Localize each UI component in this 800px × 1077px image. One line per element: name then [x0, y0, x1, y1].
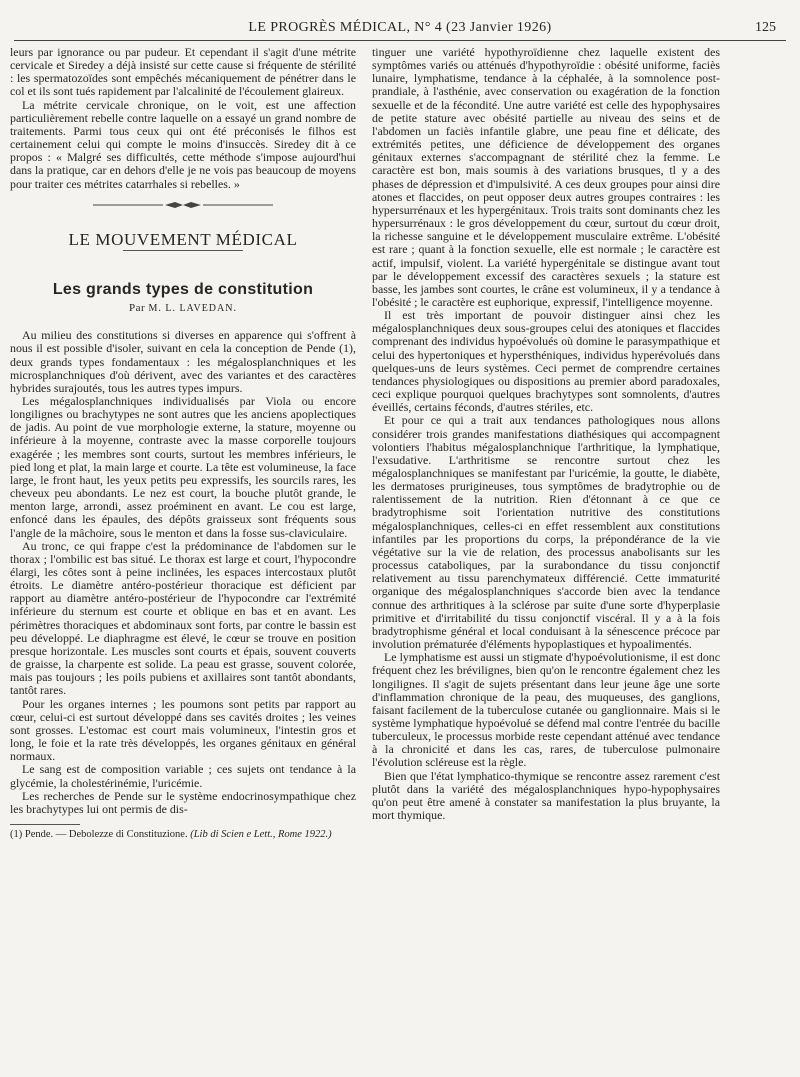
paragraph: La métrite cervicale chronique, on le voit, est une affection particulièrement rebelle contre laquelle on a essayé un grand nombre de traitements. Parmi tous ceux qui ont été préconisés le filhos est certainement celui qui compte le moins d'insuccès. Siredey dit à ce propos : « Malgré ses difficultés, cette méthode s'impose aujourd'hui dans la pratique, car en dehors d'elle je ne vois pas beaucoup de moyens pour traiter ces métrites catarrhales si rebelles. »: [10, 97, 356, 191]
section-heading: LE MOUVEMENT MÉDICAL: [68, 229, 298, 249]
continued-paragraph: leurs par ignorance ou par pudeur. Et cependant il s'agit d'une métrite cervicale et Siredey a déjà insisté sur cette cause si fréquente de stérilité : les spermatozoïdes sont empêchés mécaniquement de pénétrer dans le col et ils sont tués rapidement par l'alcalinité de l'écoulement glaireux.: [10, 45, 356, 99]
footnote-rule: [10, 824, 80, 825]
paragraph: Le lymphatisme est aussi un stigmate d'hypoévolutionisme, il est donc fréquent chez les brévilignes, bien qu'on le rencontre également chez les longilignes. Il s'agit de sujets présentant dans leur jeune âge une sorte d'inflammation chronique de la peau, des muqueuses, des ganglions, faisant facilement de la tuberculose cutanée ou ganglionnaire. Mais si le système lymphatique hypoévolué se défend mal contre l'entrée du bacille tuberculeux, le processus morbide reste cependant atténué avec tendance à la chronicité et dans les cas, rares, de tuberculose pulmonaire l'évolution scléreuse est la règle.: [372, 650, 720, 770]
paragraph: Le sang est de composition variable ; ces sujets ont tendance à la glycémie, la cholestérinémie, l'uricémie.: [10, 762, 356, 790]
left-column: [10, 46, 356, 841]
page-number: 125: [755, 20, 776, 35]
paragraph: Pour les organes internes ; les poumons sont petits par rapport au cœur, celui-ci est surtout développé dans ses cavités droites ; les veines sont grosses. L'estomac est court mais volumineux, l'intestin gros et long, le foie et la rate très développés, les organes génitaux en général normaux.: [10, 696, 356, 764]
heading-rule: [123, 250, 243, 251]
paragraph: Bien que l'état lymphatico-thymique se rencontre assez rarement c'est plutôt dans la variété des mégalosplanchniques hypo-hypophysaires qu'on peut être amené à constater sa manifestation la plus bruyante, la mort thymique.: [372, 768, 720, 823]
paragraph: Les mégalosplanchniques individualisés par Viola ou encore longilignes ou brachytypes ne sont autres que les anciens apoplectiques de jadis. Au point de vue morphologie externe, la stature, moyenne ou inférieure à la moyenne, contraste avec la masse corporelle toujours exagérée ; les membres sont courts, surtout les membres inférieurs, le pied long et plat, la main large et courte. La tête est volumineuse, la face large, le front haut, les yeux petits peu expressifs, les sourcils rares, les cheveux peu abondants. Le nez est court, la bouche plutôt grande, le menton large, arrondi, assez proéminent en avant. Le cou est large, enfoncé dans les épaules, des dépôts graisseux sont fréquents sous l'angle de la mâchoire, sous le menton et dans la fosse sus-claviculaire.: [10, 393, 356, 540]
paragraph: Au milieu des constitutions si diverses en apparence qui s'offrent à nous il est possible d'isoler, suivant en cela la conception de Pende (1), deux grands types fondamentaux : les mégalosplanchniques et les microsplanchniques d'où dérivent, avec des variantes et des caractères hybrides surajoutés, tous les autres types impurs.: [10, 328, 356, 395]
paragraph: Il est très important de pouvoir distinguer ainsi chez les mégalosplanchniques deux sous-groupes celui des atoniques et flaccides comprenant des individus hypoévolués où domine le parasympathique et celui des hypertoniques et hypersthéniques, individus hyperévolués dans quelques-uns de leurs systèmes. Ceci permet de comprendre certaines tendances physiologiques ou dispositions au premier abord paradoxales, ceci explique pourquoi quelques brachytypes sont somnolents, d'autres éveillés, certains féconds, d'autres stériles, etc.: [372, 308, 720, 415]
footnote-marker: (1) Pende.: [10, 828, 54, 840]
running-header: [14, 20, 786, 41]
journal-title: LE PROGRÈS MÉDICAL, N° 4 (23 Janvier 1926): [248, 20, 552, 35]
article-title: Les grands types de constitution: [52, 280, 314, 298]
right-column: [372, 46, 720, 822]
author-prefix: Par: [129, 302, 146, 315]
paragraph: Et pour ce qui a trait aux tendances pathologiques nous allons considérer trois grandes manifestations diathésiques qui accompagnent volontiers l'habitus mégalosplanchnique l'arthritique, la lymphatique, l'exsudative. L'arthritisme se rencontre surtout chez les mégalosplanchniques se manifestant par l'uricémie, la goutte, le diabète, les dermatoses prurigineuses, tous symptômes de bradytrophie ou de ralentissement de la nutrition. Rien d'étonnant à ce que ce bradytrophisme soit l'orientation nutritive des constitutions mégalosplanchniques, celles-ci en effet ressemblent aux constitutions infantiles par les proportions du corps, la prépondérance de la vie végétative sur la vie de relation, des processus anabolisants sur les processus cataboliques, par la surabondance du tissu conjonctif relativement au tissu parenchymateux différencié. Cette immaturité organique des mégalosplanchniques s'accorde bien avec la tendance connue des arthritiques à la sclérose par suite d'une sorte d'hyperplasie primitive et d'irritabilité du tissu conjonctif viscéral. Il y a à la fois bradytrophisme général et local conduisant à la sénescence précoce par involution prématurée d'éléments hypoplastiques et hypoalimentés.: [372, 413, 720, 652]
paragraph: Les recherches de Pende sur le système endocrinosympathique chez les brachytypes lui ont permis de dis-: [10, 788, 356, 816]
footnote: [10, 829, 356, 841]
continued-paragraph: tinguer une variété hypothyroïdienne chez laquelle existent des symptômes variés ou atténués d'hypothyroïdie : obésité uniforme, faciès lunaire, lymphatisme, tendance à la céphalée, à la somnolence post-prandiale, à l'asthénie, avec conservation ou exagération de la fonction sexuelle et de la fécondité. Une autre variété est celle des hypophysaires de petite stature avec obésité partielle au niveau des seins et de l'abdomen un faciès infantile glabre, une peau fine et délicate, des extrémités petites, une déficience de développement des organes génitaux externes s'accompagnant de stérilité chez la femme. Le caractère est bon, mais soumis à des variations brusques, tl y a des phases de dépression et d'impulsivité. A ces deux groupes pour ainsi dire atones et flaccides, on peut opposer deux autres groupes contraires : les hypersurrénaux et les hypergénitaux. Trois traits sont dominants chez les hypersurrénaux : le gros développement du cœur, surtout du cœur droit, la richesse sanguine et le développement musculaire extrême. L'obésité est rare ; quant à la fonction sexuelle, elle est normale ; le caractère est actif, impulsif, violent. La variété hypergénitale se distingue avant tout par le développement excessif des caractères sexuels ; la stature est basse, les jambes sont courtes, le crâne est volumineux, il y a tendance à l'obésité ; le caractère est euphorique, expressif, l'intelligence moyenne.: [372, 45, 720, 309]
author-line: [10, 302, 356, 315]
footnote-source: (Lib di Scien e Lett., Rome 1922.): [190, 828, 332, 840]
footnote-text: — Debolezze di Constituzione.: [55, 828, 188, 840]
paragraph: Au tronc, ce qui frappe c'est la prédominance de l'abdomen sur le thorax ; l'ombilic est bas situé. Le thorax est large et court, l'hypocondre élargi, les côtes sont à peine inclinées, les espaces intercostaux plutôt étroits. Le diamètre antéro-postérieur thoracique est déficient par rapport au diamètre antéro-postérieur de l'hypocondre car l'extrémité inférieure du sternum est courte et oblique en bas et en avant. Les périmètres thoraciques et abdominaux sont forts, par contre le bassin est peu développé. Le diaphragme est élevé, le cœur se trouve en position presque horizontale. Les muscles sont courts et épais, souvent couverts de graisse, la charpente est solide. La peau est grasse, souvent colorée, mais pas toujours ; les poils pubiens et axillaires sont tantôt abondants, tantôt rares.: [10, 538, 356, 698]
section-ornament-icon: [93, 201, 273, 209]
author-name: M. L. LAVEDAN.: [148, 303, 237, 315]
